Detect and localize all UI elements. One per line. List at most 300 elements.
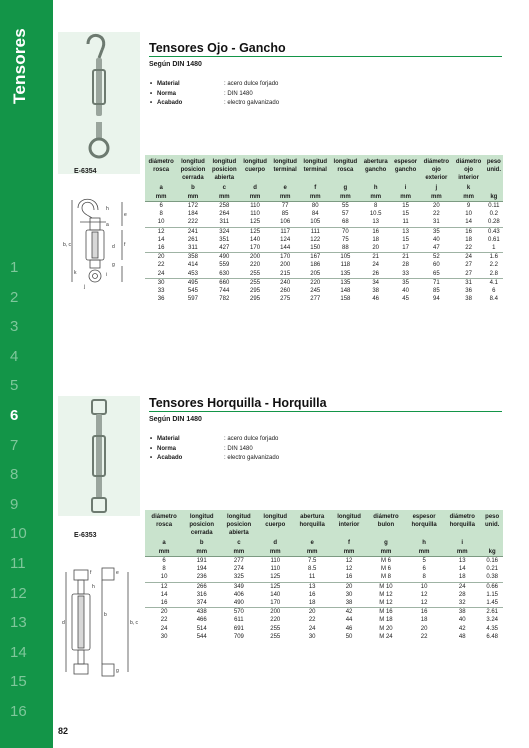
table-cell: 106 — [280, 219, 291, 226]
product-code-e6353: E-6353 — [74, 532, 97, 539]
dim-label-e: e — [124, 212, 127, 218]
table-cell: 374 — [196, 600, 207, 607]
table-cell: 10 — [405, 582, 443, 591]
table-row — [145, 616, 503, 624]
table-cell: 215 — [280, 270, 291, 277]
table-cell: M 24 — [379, 633, 393, 640]
column-header — [220, 510, 257, 539]
table-cell: 16 — [452, 227, 484, 236]
dimension-letter: a — [145, 539, 183, 548]
table-cell: 453 — [187, 270, 198, 277]
table-cell: 11 — [309, 574, 316, 581]
table-cell: 2.61 — [481, 608, 503, 617]
table-cell: 10.5 — [369, 211, 382, 218]
table-cell: 30 — [145, 278, 177, 287]
table-cell: 255 — [270, 625, 281, 632]
table-cell: 220 — [270, 617, 281, 624]
sidebar-title: Tensores — [10, 27, 29, 104]
table-cell: 414 — [187, 262, 198, 269]
dim-label-i: i — [106, 272, 108, 278]
table-cell: 20 — [433, 203, 440, 209]
table-cell: 118 — [340, 262, 351, 269]
table-cell: 124 — [280, 236, 291, 243]
table-cell: 7.5 — [307, 558, 317, 564]
table-cell: 311 — [219, 219, 230, 226]
column-header-line: diámetro — [423, 159, 450, 165]
table-row — [145, 253, 503, 262]
table-cell: 30 — [308, 633, 316, 640]
unit-cell: mm — [177, 193, 208, 202]
column-header-line: gancho — [365, 167, 387, 173]
table-cell: 35 — [420, 227, 452, 236]
table-cell: 277 — [233, 558, 244, 564]
column-header-line: interior — [458, 175, 479, 181]
table-cell: 438 — [183, 608, 220, 617]
table-row — [145, 582, 503, 591]
column-header-line: posicion — [226, 522, 252, 528]
unit-cell: mm — [331, 548, 367, 557]
table-cell: 255 — [240, 278, 270, 287]
table-cell: 12 — [420, 600, 428, 607]
column-header — [270, 155, 300, 184]
table-cell: 125 — [250, 219, 261, 226]
table-cell: 200 — [280, 262, 291, 269]
table-cell: 277 — [310, 296, 321, 303]
table-cell: 21 — [360, 253, 391, 262]
spec-value: : DIN 1480 — [224, 445, 253, 452]
dimension-letter: g — [367, 539, 405, 548]
table-cell: 21 — [391, 253, 420, 262]
table-cell: 44 — [345, 617, 353, 624]
chapter-tab-3[interactable]: 3 — [10, 318, 19, 336]
table-cell: 122 — [310, 236, 321, 243]
column-header-line: unid. — [485, 522, 500, 528]
table-cell: 261 — [187, 236, 198, 243]
table-cell: 2.2 — [489, 262, 499, 269]
unit-cell: mm — [183, 548, 220, 557]
table-cell: 11 — [402, 219, 409, 226]
table-cell: 0.38 — [486, 574, 499, 581]
table-cell: 13 — [391, 227, 420, 236]
dimension-letter: e — [293, 539, 331, 548]
chapter-tab-10[interactable]: 10 — [10, 525, 27, 543]
turnbuckle-hook-eye-photo — [58, 32, 140, 122]
table-cell: 68 — [342, 219, 349, 226]
table-cell: 140 — [270, 591, 281, 598]
chapter-tab-7[interactable]: 7 — [10, 436, 19, 454]
table-cell: 14 — [157, 236, 165, 243]
letters-row — [145, 184, 503, 193]
table-row — [145, 295, 503, 303]
table-cell: 117 — [270, 227, 300, 236]
table-cell: 36 — [465, 288, 472, 295]
table-cell: 258 — [219, 203, 230, 209]
spec-label: • Material — [150, 435, 224, 445]
table-cell: 94 — [433, 296, 440, 303]
table-cell: 80 — [311, 203, 319, 209]
table-cell: 3.24 — [486, 617, 499, 624]
unit-cell: mm — [330, 193, 360, 202]
dimension-letter: c — [220, 539, 257, 548]
table-cell: 38 — [345, 600, 353, 607]
column-header-line: ojo — [431, 167, 441, 173]
table-cell: 30 — [160, 633, 168, 640]
dim-label-d: d — [62, 620, 65, 626]
table-row — [145, 633, 503, 641]
dimension-letter: g — [330, 184, 360, 193]
column-header-line: peso — [485, 514, 500, 520]
section2-title: Tensores Horquilla - Horquilla — [149, 396, 327, 410]
fork-fork-technical-drawing — [62, 566, 142, 686]
chapter-tab-6[interactable]: 6 — [10, 407, 19, 424]
chapter-tab-11[interactable]: 11 — [10, 555, 26, 572]
column-header-line: terminal — [273, 167, 297, 173]
dimension-letter: i — [443, 539, 481, 548]
table-cell: 24 — [308, 625, 316, 632]
spec-value: : acero dulce forjado — [224, 436, 279, 442]
table-cell: 158 — [340, 296, 351, 303]
dimension-letter: b — [177, 184, 208, 193]
dim-label-f: f — [124, 242, 126, 248]
column-header — [360, 155, 391, 184]
section2-subtitle: Según DIN 1480 — [149, 416, 202, 423]
table-cell: 200 — [240, 253, 270, 262]
table-cell: 34 — [360, 278, 391, 287]
table-cell: 16 — [405, 608, 443, 617]
fork-fork-photo-panel — [58, 396, 140, 516]
table-cell: 15 — [402, 236, 409, 243]
table-cell: 24 — [372, 262, 380, 269]
table-cell: 0.43 — [485, 227, 503, 236]
table-cell: 65 — [433, 270, 440, 277]
table-cell: 275 — [280, 296, 291, 303]
table-cell: 167 — [300, 253, 330, 262]
table-cell: 0.61 — [488, 236, 500, 243]
table-cell: 38 — [465, 296, 472, 303]
dim-label-a: a — [106, 222, 109, 228]
column-header-line: cuerpo — [245, 167, 266, 173]
turnbuckle-fork-fork-photo — [58, 396, 140, 516]
spec-label: • Norma — [150, 445, 224, 455]
dimension-letter: a — [145, 184, 177, 193]
dimension-letter — [485, 184, 503, 193]
table-cell: 691 — [233, 625, 244, 632]
table-cell: M 12 — [379, 591, 393, 598]
chapter-tab-2[interactable]: 2 — [10, 288, 19, 306]
spec-row — [150, 435, 279, 445]
table-cell: 85 — [433, 288, 440, 295]
dimension-letter: h — [405, 539, 443, 548]
dimension-letter: i — [391, 184, 420, 193]
table-cell: 16 — [160, 600, 168, 607]
column-header-line: cerrada — [182, 175, 204, 181]
table-cell: 406 — [233, 591, 244, 598]
table-cell: 1.6 — [485, 253, 503, 262]
table-cell: 16 — [157, 245, 165, 252]
table-cell: 13 — [458, 558, 466, 564]
column-header-line: posicion — [211, 167, 237, 173]
table-row — [145, 625, 503, 633]
table-cell: 46 — [345, 625, 353, 632]
table-cell: 0.2 — [489, 211, 499, 218]
table-cell: 170 — [250, 245, 261, 252]
table-cell: 55 — [342, 203, 349, 209]
unit-cell: mm — [391, 193, 420, 202]
table-cell: 38 — [443, 608, 481, 617]
table-cell: 40 — [458, 617, 466, 624]
column-header — [485, 155, 503, 184]
table-cell: 597 — [187, 296, 198, 303]
table-cell: 50 — [345, 633, 353, 640]
table-row — [145, 557, 503, 566]
table-cell: 194 — [196, 566, 207, 573]
chapter-tab-13[interactable]: 13 — [10, 614, 27, 632]
section2-rule — [149, 411, 502, 412]
table-cell: 6.48 — [486, 633, 499, 640]
table-cell: 16 — [308, 591, 316, 598]
header-row — [145, 155, 503, 184]
column-header-line: longitud — [333, 159, 358, 165]
column-header — [209, 155, 240, 184]
chapter-tab-4[interactable]: 4 — [10, 347, 19, 365]
dim-label-g: g — [116, 668, 119, 674]
table-cell: 20 — [331, 582, 367, 591]
dimension-letter — [481, 539, 503, 548]
column-header-line: longitud — [212, 159, 237, 165]
column-header-line: diámetro — [151, 514, 177, 520]
dimension-letter: d — [257, 539, 293, 548]
unit-cell: mm — [360, 193, 391, 202]
table-cell: M 12 — [379, 600, 393, 607]
table-cell: 46 — [372, 296, 380, 303]
dimension-letter: e — [270, 184, 300, 193]
column-header — [330, 155, 360, 184]
table-cell: 295 — [250, 296, 261, 303]
table-cell: 255 — [250, 270, 261, 277]
table-cell: 8.5 — [307, 566, 317, 573]
dimension-letter: h — [360, 184, 391, 193]
table-cell: 6 — [162, 558, 166, 564]
section1-specs — [150, 80, 279, 109]
unit-cell: mm — [270, 193, 300, 202]
chapter-tab-16[interactable]: 16 — [10, 703, 27, 720]
table-row — [145, 202, 503, 211]
table-cell: 311 — [188, 245, 198, 252]
column-header-line: longitud — [243, 159, 267, 165]
table-row — [145, 608, 503, 617]
table-cell: 12 — [345, 566, 353, 573]
spec-row — [150, 90, 279, 100]
table-row — [145, 573, 503, 582]
table-cell: M 10 — [367, 582, 405, 591]
table-cell: 559 — [219, 262, 230, 269]
table-cell: 10 — [157, 219, 165, 226]
header-row — [145, 510, 503, 539]
table-cell: 20 — [293, 608, 331, 617]
column-header-line: rosca — [156, 522, 173, 528]
table-cell: 1.15 — [486, 591, 499, 598]
column-header-line: cuerpo — [265, 522, 286, 528]
unit-cell: mm — [145, 193, 177, 202]
table-cell: 351 — [219, 236, 230, 243]
table-row — [145, 565, 503, 573]
column-header-line: exterior — [425, 175, 448, 181]
table-cell: 22 — [433, 211, 440, 218]
column-header — [293, 510, 331, 539]
table-cell: 22 — [420, 633, 428, 640]
spec-row — [150, 445, 279, 455]
table-cell: 12 — [145, 582, 183, 591]
units-row — [145, 548, 503, 557]
table-cell: 125 — [270, 574, 281, 581]
column-header-line: longitud — [303, 159, 328, 165]
chapter-tab-15[interactable]: 15 — [10, 673, 27, 691]
chapter-sidebar — [0, 0, 53, 748]
table-cell: 8.4 — [489, 296, 499, 303]
table-cell: 13 — [293, 582, 331, 591]
table-cell: 200 — [257, 608, 293, 617]
table-row — [145, 244, 503, 253]
table-cell: 31 — [452, 278, 484, 287]
table-cell: 135 — [330, 278, 360, 287]
unit-cell: mm — [443, 548, 481, 557]
unit-cell: mm — [300, 193, 330, 202]
table-cell: M 16 — [367, 608, 405, 617]
column-header-line: cerrada — [190, 530, 213, 536]
column-header — [367, 510, 405, 539]
table-cell: 316 — [196, 591, 207, 598]
table-cell: 70 — [330, 227, 360, 236]
column-header — [452, 155, 484, 184]
table-cell: 125 — [257, 582, 293, 591]
units-row — [145, 193, 503, 202]
table-cell: 33 — [157, 288, 165, 295]
table-cell: 35 — [391, 278, 420, 287]
dim-label-h: h — [106, 206, 109, 212]
chapter-tab-9[interactable]: 9 — [10, 495, 19, 513]
table-cell: 264 — [219, 211, 230, 218]
table-row — [145, 270, 503, 279]
table-cell: 20 — [372, 245, 380, 252]
column-header-line: bulon — [377, 522, 395, 528]
table-cell: 28 — [402, 262, 409, 269]
table-cell: 274 — [233, 566, 244, 573]
table-cell: 144 — [280, 245, 291, 252]
unit-cell: mm — [209, 193, 240, 202]
column-header-line: posicion — [180, 167, 206, 173]
column-header — [240, 155, 270, 184]
unit-cell: mm — [240, 193, 270, 202]
table-cell: 16 — [360, 227, 391, 236]
dimension-letter: k — [452, 184, 484, 193]
dim-label-b: b — [104, 612, 107, 618]
chapter-tab-8[interactable]: 8 — [10, 466, 19, 484]
table-cell: 22 — [465, 245, 472, 252]
column-header-line: gancho — [394, 167, 417, 173]
unit-cell: mm — [293, 548, 331, 557]
table-cell: 220 — [300, 278, 330, 287]
page-number: 82 — [58, 726, 69, 736]
column-header — [405, 510, 443, 539]
column-header-line: longitud — [273, 159, 297, 165]
table-cell: 10 — [160, 574, 168, 581]
eye-terminal-photo — [58, 122, 140, 174]
chapter-tab-14[interactable]: 14 — [10, 643, 27, 661]
column-header-line: longitud — [181, 159, 205, 165]
table-cell: 13 — [372, 219, 380, 226]
table-cell: 358 — [177, 253, 208, 262]
table-cell: 222 — [187, 219, 198, 226]
table-cell: 75 — [342, 236, 349, 243]
table-cell: 105 — [330, 253, 360, 262]
table-row — [145, 236, 503, 244]
table-cell: 427 — [219, 245, 230, 252]
table-cell: 111 — [300, 227, 330, 236]
table-cell: 110 — [270, 558, 281, 564]
table-cell: 170 — [270, 253, 300, 262]
dim-label-g: g — [112, 262, 115, 268]
table-cell: 324 — [209, 227, 240, 236]
dim-label-f: f — [90, 570, 92, 576]
table-row — [145, 591, 503, 599]
table-cell: 45 — [402, 296, 409, 303]
table-cell: 42 — [331, 608, 367, 617]
column-header — [300, 155, 330, 184]
table-cell: 6 — [492, 288, 496, 295]
table-cell: 31 — [433, 219, 440, 226]
spec-value: : electro galvanizado — [224, 100, 280, 106]
table-row — [145, 218, 503, 227]
table-cell: 172 — [187, 203, 198, 209]
column-header — [391, 155, 420, 184]
chapter-tab-5[interactable]: 5 — [10, 377, 19, 395]
table-cell: 52 — [420, 253, 452, 262]
spec-row — [150, 454, 279, 464]
table-cell: 295 — [250, 288, 261, 295]
table-cell: 10 — [465, 211, 472, 218]
table-cell: 135 — [340, 270, 351, 277]
dimension-letter: b — [183, 539, 220, 548]
chapter-tab-12[interactable]: 12 — [10, 584, 27, 602]
table-cell: 1 — [492, 245, 496, 252]
table-cell: 18 — [458, 574, 466, 581]
table-cell: 24 — [443, 582, 481, 591]
column-header-line: longitud — [227, 514, 251, 520]
table-cell: 33 — [402, 270, 409, 277]
chapter-tab-1[interactable]: 1 — [10, 259, 19, 276]
spec-label: • Acabado — [150, 99, 224, 109]
column-header-line: rosca — [153, 167, 170, 173]
column-header — [145, 155, 177, 184]
spec-row — [150, 80, 279, 90]
column-header-line: abierta — [214, 175, 235, 181]
table-cell: 150 — [310, 245, 321, 252]
column-header-line: diámetro — [449, 514, 475, 520]
spec-row — [150, 99, 279, 109]
letters-row — [145, 539, 503, 548]
table-row — [145, 599, 503, 608]
table-cell: 349 — [220, 582, 257, 591]
table-cell: 18 — [308, 600, 316, 607]
table-cell: 88 — [342, 245, 349, 252]
table-cell: 40 — [433, 236, 440, 243]
column-header-line: diámetro — [455, 159, 482, 165]
column-header — [257, 510, 293, 539]
column-header — [331, 510, 367, 539]
table-cell: 40 — [402, 288, 409, 295]
table-cell: 71 — [420, 278, 452, 287]
column-header-line: posicion — [189, 522, 215, 528]
